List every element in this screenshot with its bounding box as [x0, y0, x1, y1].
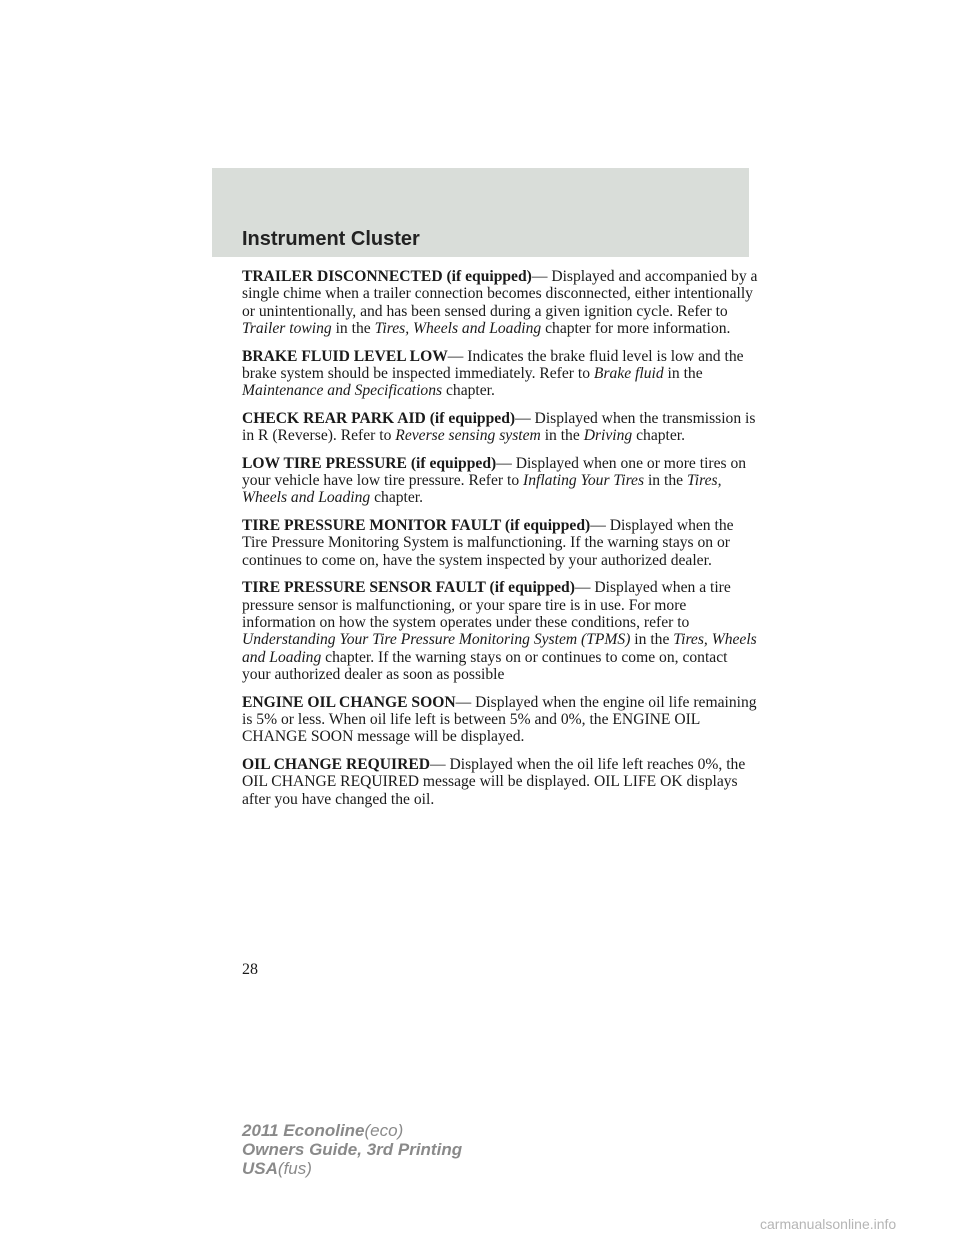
entry-text: — Displayed and accompanied by a single chime when a trailer connection becomes disconnected, either intentionally or unintentionally, and has been sensed during a given ignition cycle. Refer to — [242, 268, 758, 320]
entry-text: — Displayed when the transmission is in R (Reverse). Refer to — [242, 409, 756, 445]
entry-reference: Understanding Your Tire Pressure Monitoring System (TPMS) — [242, 631, 631, 649]
footer-guide-edition: Owners Guide, 3rd Printing — [242, 1140, 463, 1159]
footer-line-model — [242, 1121, 462, 1140]
section-title: Instrument Cluster — [242, 228, 420, 250]
entry-text: in the — [663, 365, 703, 383]
entry-reference: Reverse sensing system — [395, 427, 541, 445]
entry-heading: TIRE PRESSURE MONITOR FAULT (if equipped) — [242, 516, 591, 534]
entry-oil-change-required — [242, 756, 758, 808]
entry-text: — Displayed when the engine oil life remaining is 5% or less. When oil life left is between 5% and 0%, the ENGINE OIL CHANGE SOON message will be displayed. — [242, 693, 757, 746]
entry-reference: Inflating Your Tires — [523, 472, 645, 490]
footer-model-name: 2011 Econoline — [242, 1121, 365, 1140]
entry-reference: Driving — [583, 427, 633, 445]
entry-heading: ENGINE OIL CHANGE SOON — [242, 693, 456, 711]
entry-engine-oil-change-soon — [242, 694, 758, 746]
document-footer — [242, 1121, 462, 1178]
entry-heading: BRAKE FLUID LEVEL LOW — [242, 347, 448, 365]
entry-text: in the — [644, 472, 687, 490]
entry-reference: Trailer towing — [242, 320, 332, 338]
entry-text: — Indicates the brake fluid level is low and the brake system should be inspected immediately. Refer to — [242, 347, 744, 383]
entry-text: — Displayed when the Tire Pressure Monitoring System is malfunctioning. If the warning stays on or continues to come on, have the system inspected by your authorized dealer. — [242, 516, 734, 569]
entry-reference: Maintenance and Specifications — [242, 382, 443, 400]
entry-heading: LOW TIRE PRESSURE (if equipped) — [242, 454, 497, 472]
entry-reference: Tires, Wheels and Loading — [374, 320, 542, 338]
entry-heading: TRAILER DISCONNECTED (if equipped) — [242, 268, 532, 285]
entry-reference: Tires, Wheels and Loading — [242, 472, 722, 507]
entry-text: in the — [630, 631, 674, 649]
entry-text: chapter. If the warning stays on or continues to come on, contact your authorized dealer as soon as possible — [242, 648, 728, 684]
entry-text: — Displayed when a tire pressure sensor is malfunctioning, or your spare tire is in use. For more information on how the system operates under these conditions, refer to — [242, 579, 731, 631]
entry-tire-pressure-monitor-fault — [242, 517, 758, 569]
entry-reference: Brake fluid — [593, 365, 664, 383]
entry-text: — Displayed when the oil life left reaches 0%, the OIL CHANGE REQUIRED message will be displayed. OIL LIFE OK displays after you have changed the oil. — [242, 755, 746, 808]
footer-line-market — [242, 1159, 462, 1178]
entry-tire-pressure-sensor-fault — [242, 579, 758, 683]
entry-text: chapter. — [370, 489, 424, 507]
watermark: carmanualsonline.info — [760, 1216, 897, 1232]
footer-line-guide — [242, 1140, 462, 1159]
footer-market-code: (fus) — [277, 1159, 312, 1178]
entry-brake-fluid-level-low — [242, 348, 758, 400]
entry-text: — Displayed when one or more tires on your vehicle have low tire pressure. Refer to — [242, 454, 747, 490]
footer-market: USA — [242, 1159, 278, 1178]
footer-model-code: (eco) — [364, 1121, 404, 1140]
entry-heading: OIL CHANGE REQUIRED — [242, 755, 431, 773]
entry-text: in the — [331, 320, 375, 338]
entry-text: chapter. — [442, 382, 495, 400]
entry-low-tire-pressure — [242, 455, 758, 507]
entry-text: chapter. — [632, 427, 686, 445]
page-number: 28 — [242, 961, 258, 978]
entry-heading: TIRE PRESSURE SENSOR FAULT (if equipped) — [242, 579, 575, 597]
entry-heading: CHECK REAR PARK AID (if equipped) — [242, 409, 516, 427]
page-body — [242, 268, 758, 818]
entry-check-rear-park-aid — [242, 410, 758, 445]
entry-reference: Tires, Wheels and Loading — [242, 631, 757, 666]
entry-text: chapter for more information. — [541, 320, 731, 338]
entry-trailer-disconnected — [242, 268, 758, 338]
entry-text: in the — [540, 427, 584, 445]
